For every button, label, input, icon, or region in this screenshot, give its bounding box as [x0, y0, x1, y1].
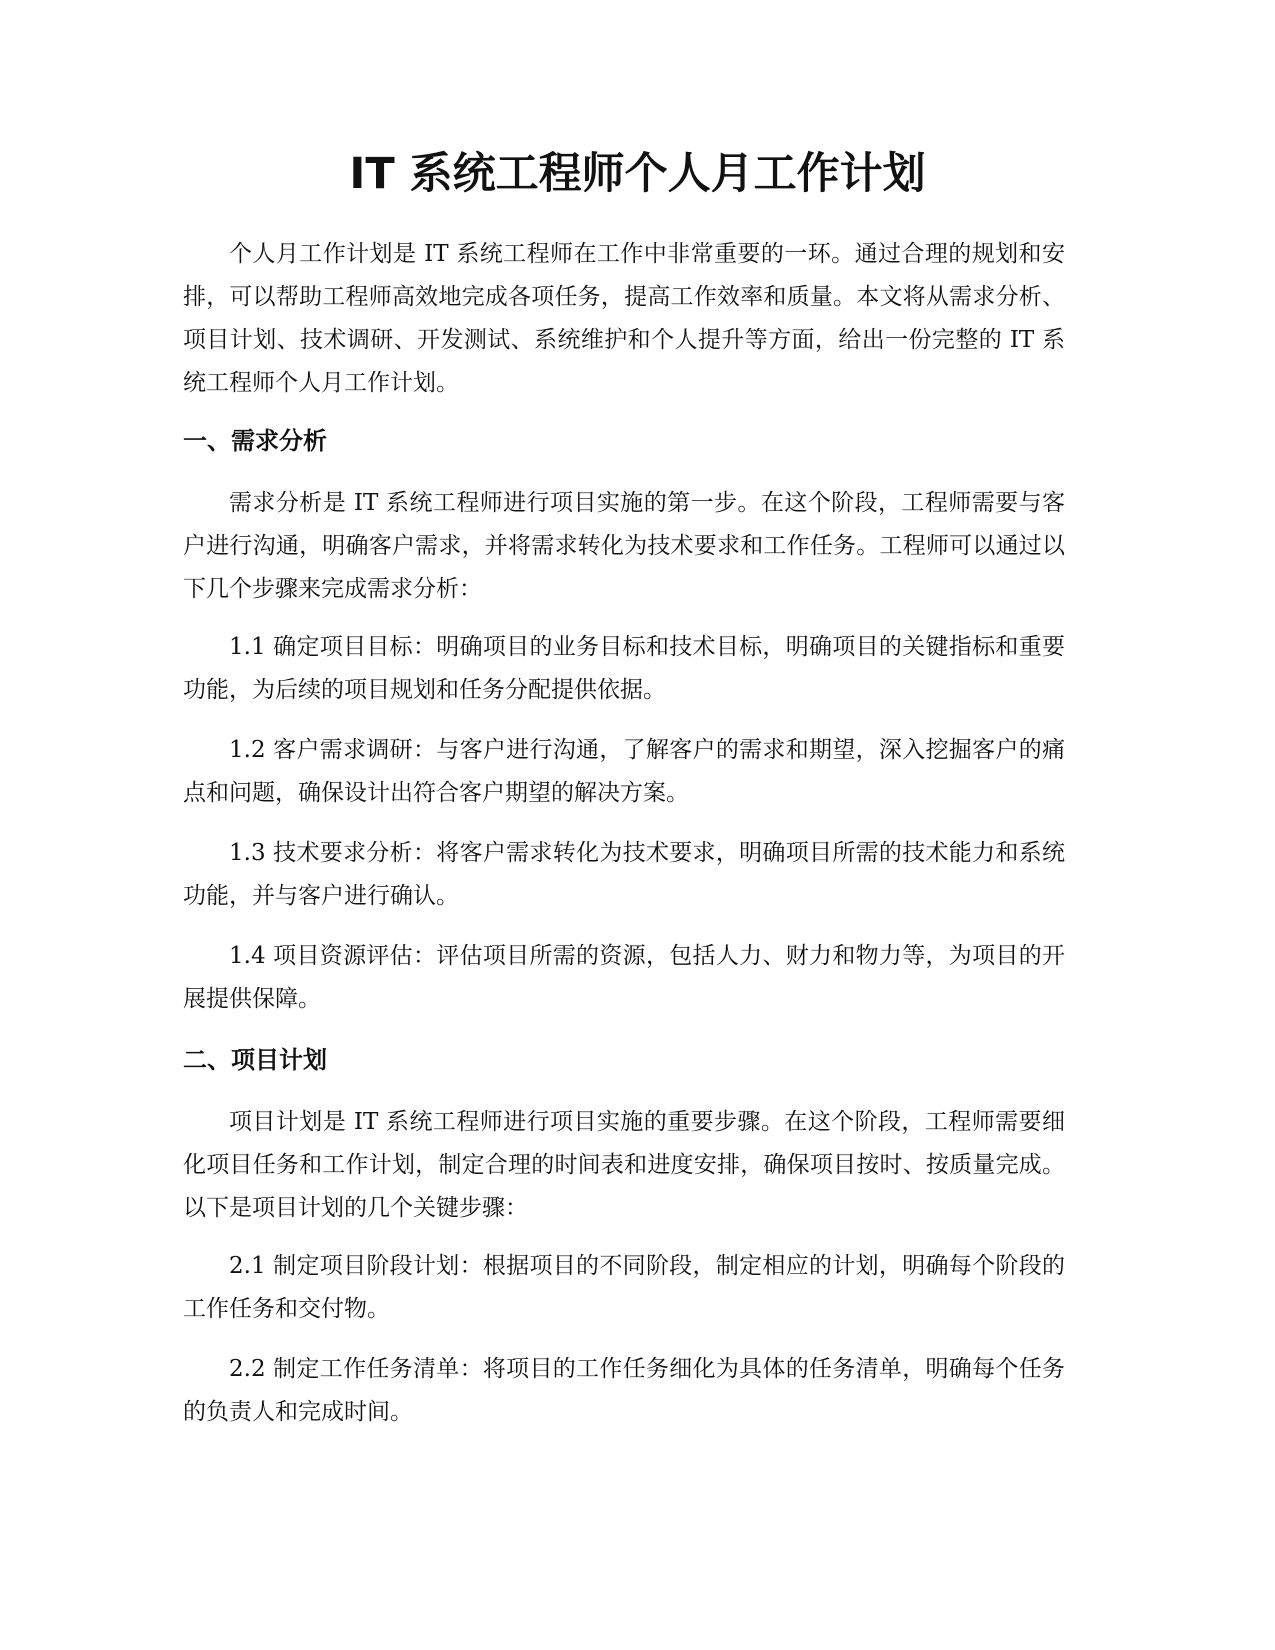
document-title: IT 系统工程师个人月工作计划: [349, 149, 926, 199]
section-heading-project-plan: 二、项目计划: [183, 1046, 327, 1074]
requirements-item-1-1: 1.1 确定项目目标：明确项目的业务目标和技术目标，明确项目的关键指标和重要功能，为后续的项目规划和任务分配提供依据。: [183, 634, 1065, 703]
section-heading-requirements: 一、需求分析: [183, 427, 327, 455]
project-plan-item-2-2: 2.2 制定工作任务清单：将项目的工作任务细化为具体的任务清单，明确每个任务的负责人和完成时间。: [183, 1356, 1065, 1425]
intro-paragraph: 个人月工作计划是 IT 系统工程师在工作中非常重要的一环。通过合理的规划和安排，可以帮助工程师高效地完成各项任务，提高工作效率和质量。本文将从需求分析、项目计划、技术调研、开发测试、系统维护和个人提升等方面，给出一份完整的 IT 系统工程师个人月工作计划。: [183, 241, 1065, 396]
project-plan-item-2-1: 2.1 制定项目阶段计划：根据项目的不同阶段，制定相应的计划，明确每个阶段的工作任务和交付物。: [183, 1253, 1065, 1322]
requirements-intro-paragraph: 需求分析是 IT 系统工程师进行项目实施的第一步。在这个阶段，工程师需要与客户进行沟通，明确客户需求，并将需求转化为技术要求和工作任务。工程师可以通过以下几个步骤来完成需求分析：: [183, 490, 1065, 602]
requirements-item-1-4: 1.4 项目资源评估：评估项目所需的资源，包括人力、财力和物力等，为项目的开展提供保障。: [183, 943, 1065, 1012]
requirements-item-1-3: 1.3 技术要求分析：将客户需求转化为技术要求，明确项目所需的技术能力和系统功能，并与客户进行确认。: [183, 840, 1065, 909]
project-plan-intro-paragraph: 项目计划是 IT 系统工程师进行项目实施的重要步骤。在这个阶段，工程师需要细化项目任务和工作计划，制定合理的时间表和进度安排，确保项目按时、按质量完成。以下是项目计划的几个关键步骤：: [183, 1109, 1065, 1221]
requirements-item-1-2: 1.2 客户需求调研：与客户进行沟通，了解客户的需求和期望，深入挖掘客户的痛点和问题，确保设计出符合客户期望的解决方案。: [183, 737, 1065, 806]
